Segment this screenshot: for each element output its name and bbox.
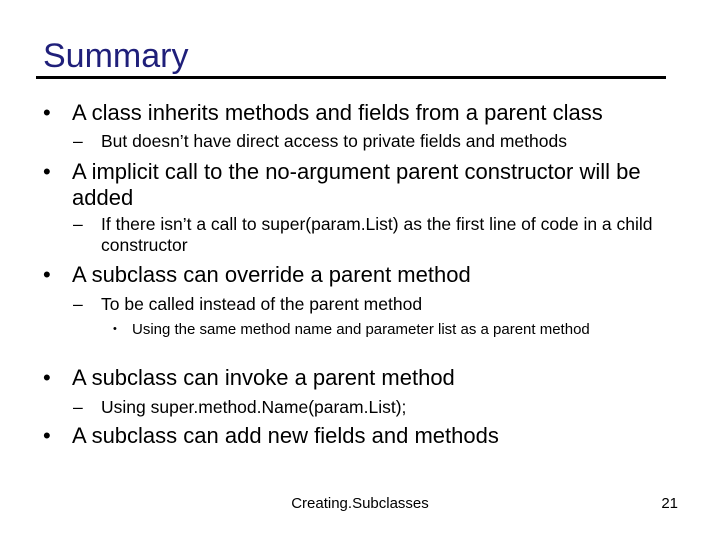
page-number: 21 [661, 495, 678, 512]
bullet-text: A class inherits methods and fields from a parent class [72, 100, 603, 125]
bullet-text: A subclass can add new fields and methods [72, 423, 499, 448]
sub-bullet-text: Using super.method.Name(param.List); [101, 397, 407, 417]
small-bullet-marker: • [113, 323, 117, 335]
footer-title: Creating.Subclasses [291, 495, 429, 512]
sub-bullet-item [73, 397, 673, 418]
bullet-item [43, 159, 673, 211]
sub-bullet-text: If there isn’t a call to super(param.List) as the first line of code in a child constructor [101, 214, 653, 255]
bullet-marker: • [43, 159, 51, 184]
bullet-text: A subclass can override a parent method [72, 262, 471, 287]
bullet-marker: • [43, 262, 51, 287]
dash-marker: – [73, 214, 83, 234]
dash-marker: – [73, 397, 83, 417]
bullet-text: A subclass can invoke a parent method [72, 365, 455, 390]
bullet-text: A implicit call to the no-argument parent constructor will be added [72, 159, 641, 210]
bullet-marker: • [43, 365, 51, 390]
bullet-marker: • [43, 100, 51, 125]
bullet-item [43, 423, 673, 449]
bullet-item [43, 100, 673, 126]
sub-bullet-item [73, 131, 673, 152]
bullet-marker: • [43, 423, 51, 448]
sub-bullet-text: But doesn’t have direct access to private fields and methods [101, 131, 567, 151]
sub-bullet-text: To be called instead of the parent method [101, 294, 423, 314]
title-underline [36, 76, 666, 79]
sub-bullet-item [73, 214, 673, 256]
sub-sub-bullet-item [113, 320, 633, 339]
sub-bullet-item [73, 294, 673, 315]
bullet-item [43, 262, 673, 288]
sub-sub-bullet-text: Using the same method name and parameter list as a parent method [132, 321, 590, 338]
dash-marker: – [73, 131, 83, 151]
dash-marker: – [73, 294, 83, 314]
slide-title: Summary [43, 37, 189, 75]
bullet-item [43, 365, 673, 391]
